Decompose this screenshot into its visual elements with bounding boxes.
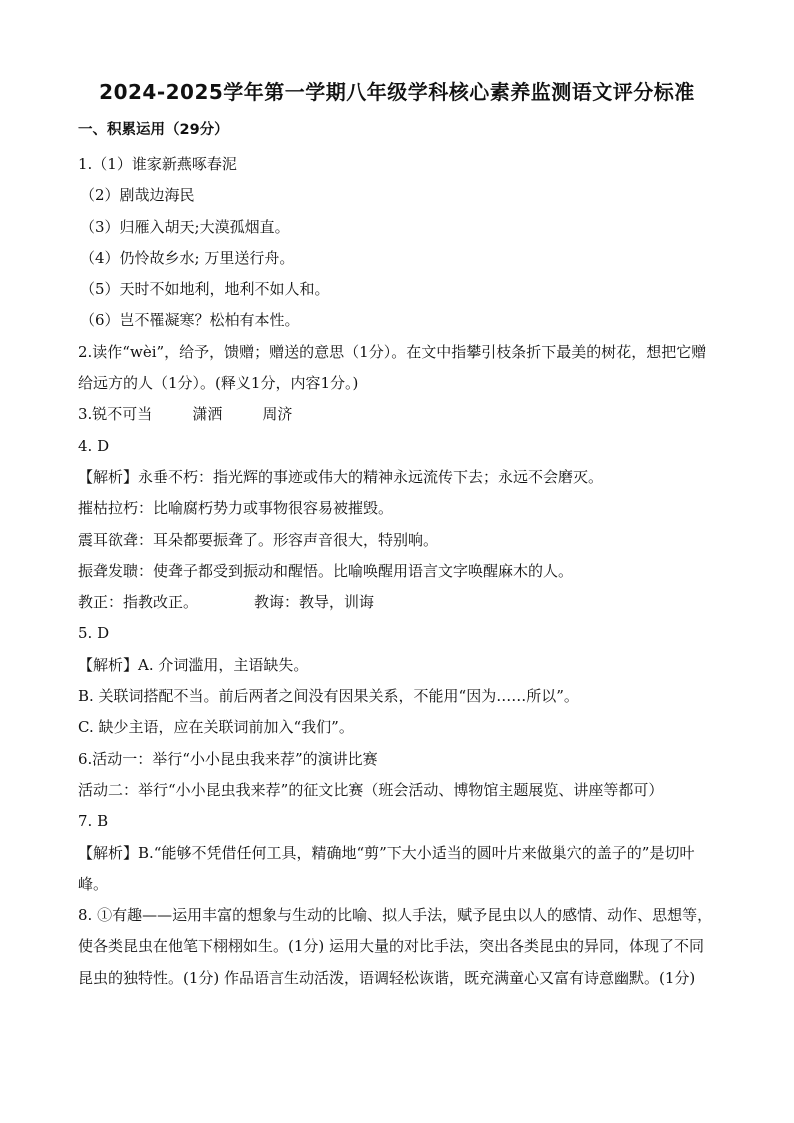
q7-analysis: 【解析】B.“能够不凭借任何工具，精确地“剪”下大小适当的圆叶片来做巢穴的盖子的”是切叶峰。 [78, 843, 695, 893]
q4-analysis-5 [78, 587, 718, 618]
section-heading: 一、积累运用（29分） [78, 122, 229, 138]
q3-part-c: 周济 [262, 405, 293, 424]
q4-analysis-4: 振聋发聩：使聋子都受到振动和醒悟。比喻唤醒用语言文字唤醒麻木的人。 [78, 561, 574, 580]
q5-analysis-1: 【解析】A. 介词滥用，主语缺失。 [78, 655, 309, 674]
q3-part-a: 3.锐不可当 [78, 405, 153, 424]
q1-line-6: （6）岂不罹凝寒？松柏有本性。 [80, 311, 300, 330]
page-title: 2024-2025学年第一学期八年级学科核心素养监测语文评分标准 [99, 80, 695, 104]
q1-line-2: （2）剧哉边海民 [80, 186, 195, 205]
q7-answer: 7. B [78, 812, 109, 831]
q5-analysis-2: B. 关联词搭配不当。前后两者之间没有因果关系，不能用“因为……所以”。 [78, 687, 579, 706]
q1-line-5: （5）天时不如地利，地利不如人和。 [80, 280, 330, 299]
q4-analysis-5a: 教正：指教改正。 [78, 593, 199, 612]
q4-analysis-3: 震耳欲聋：耳朵都要振聋了。形容声音很大，特别响。 [78, 530, 439, 549]
q4-analysis-2: 摧枯拉朽：比喻腐朽势力或事物很容易被摧毁。 [78, 499, 394, 518]
q6-line-2: 活动二：举行“小小昆虫我来荐”的征文比赛（班会活动、博物馆主题展览、讲座等都可） [78, 780, 664, 799]
q3-answer [78, 399, 718, 430]
q1-line-4: （4）仍怜故乡水; 万里送行舟。 [80, 248, 295, 267]
q4-analysis-1: 【解析】永垂不朽：指光辉的事迹或伟大的精神永远流传下去；永远不会磨灭。 [78, 467, 604, 486]
q6-line-1: 6.活动一：举行“小小昆虫我来荐”的演讲比赛 [78, 749, 378, 768]
q8-answer: 8. ①有趣——运用丰富的想象与生动的比喻、拟人手法，赋予昆虫以人的感情、动作、思想等，使各类昆虫在他笔下栩栩如生。(1分) 运用大量的对比手法，突出各类昆虫的异同，体现了不同昆虫的独特性。(1分) 作品语言生动活泼，语调轻松诙谐，既充满童心又富有诗意幽默。(1分) [78, 906, 713, 987]
q2-answer: 2.读作“wèi”，给予，馈赠；赠送的意思（1分）。在文中指攀引枝条折下最美的树花，想把它赠给远方的人（1分）。(释义1分，内容1分。) [78, 342, 707, 393]
q3-part-b: 潇洒 [192, 405, 223, 424]
q5-analysis-3: C. 缺少主语，应在关联词前加入“我们”。 [78, 718, 354, 737]
q1-line-1: 1.（1）谁家新燕啄春泥 [78, 155, 237, 173]
q5-answer: 5. D [78, 624, 110, 643]
q4-analysis-5b: 教诲：教导，训诲 [254, 593, 375, 612]
q4-answer: 4. D [78, 436, 110, 455]
answer-content [78, 149, 718, 994]
q1-line-3: （3）归雁入胡天;大漠孤烟直。 [80, 217, 290, 236]
